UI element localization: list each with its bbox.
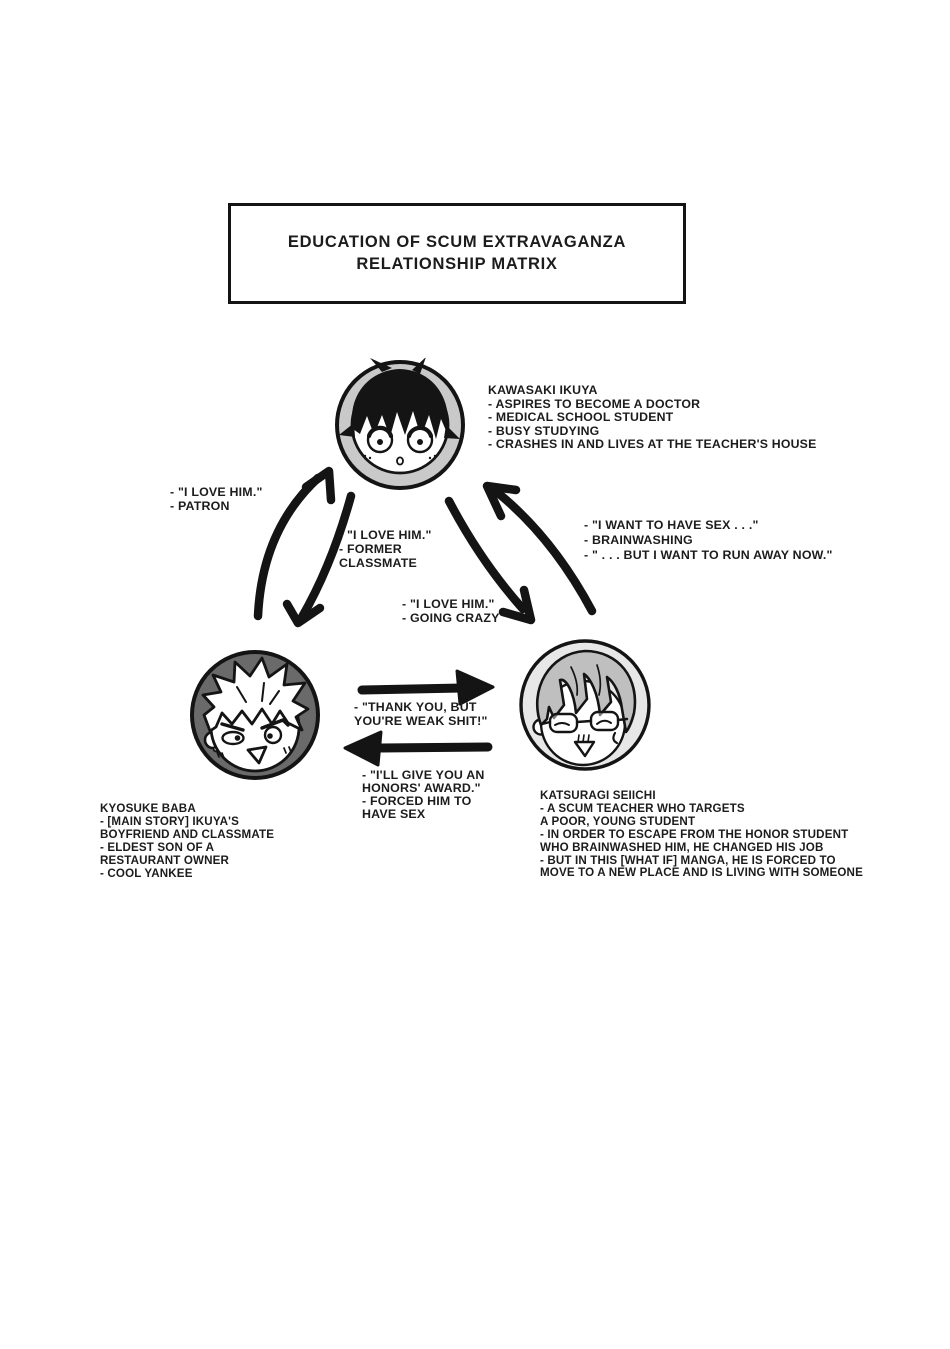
label-line: - BRAINWASHING bbox=[584, 533, 693, 547]
baba-description bbox=[100, 803, 274, 880]
trait-line: - IN ORDER TO ESCAPE FROM THE HONOR STUDENT bbox=[540, 827, 849, 841]
character-name: KYOSUKE BABA bbox=[100, 802, 196, 815]
trait-line: - MEDICAL SCHOOL STUDENT bbox=[488, 410, 674, 425]
label-ikuya-to-katsuragi bbox=[402, 598, 500, 626]
label-line: HAVE SEX bbox=[362, 807, 426, 822]
katsuragi-avatar-icon bbox=[517, 637, 653, 773]
trait-line: - COOL YANKEE bbox=[100, 866, 193, 880]
label-line: - "THANK YOU, BUT bbox=[354, 700, 477, 714]
label-line: - FORMER bbox=[339, 541, 402, 556]
arrow-katsuragi-to-ikuya bbox=[487, 486, 592, 611]
character-name: KATSURAGI SEIICHI bbox=[540, 789, 656, 802]
page-title-line-2: RELATIONSHIP MATRIX bbox=[356, 255, 558, 273]
label-line: - GOING CRAZY bbox=[402, 610, 500, 625]
label-line: - FORCED HIM TO bbox=[362, 794, 472, 809]
baba-avatar-icon bbox=[188, 648, 322, 782]
ikuya-avatar-icon bbox=[333, 358, 467, 492]
label-line: CLASSMATE bbox=[339, 555, 417, 570]
trait-line: WHO BRAINWASHED HIM, HE CHANGED HIS JOB bbox=[540, 840, 824, 854]
katsuragi-description bbox=[540, 790, 863, 880]
trait-line: - BUT IN THIS [WHAT IF] MANGA, HE IS FORCED TO bbox=[540, 853, 836, 867]
trait-line: - [MAIN STORY] IKUYA'S bbox=[100, 814, 239, 828]
page-title-line-1: EDUCATION OF SCUM EXTRAVAGANZA bbox=[287, 233, 627, 251]
label-line: - " . . . BUT I WANT TO RUN AWAY NOW." bbox=[584, 548, 833, 562]
label-line: HONORS' AWARD." bbox=[362, 781, 481, 796]
trait-line: BOYFRIEND AND CLASSMATE bbox=[100, 827, 275, 841]
trait-line: - A SCUM TEACHER WHO TARGETS bbox=[540, 801, 745, 815]
label-line: - "I LOVE HIM." bbox=[170, 485, 263, 499]
trait-line: A POOR, YOUNG STUDENT bbox=[540, 814, 696, 828]
ikuya-description bbox=[488, 384, 816, 452]
label-katsuragi-to-ikuya bbox=[584, 518, 833, 563]
trait-line: - CRASHES IN AND LIVES AT THE TEACHER'S HOUSE bbox=[488, 437, 817, 452]
trait-line: - ELDEST SON OF A bbox=[100, 840, 215, 854]
label-line: - "I LOVE HIM." bbox=[402, 597, 495, 611]
label-line: - PATRON bbox=[170, 498, 230, 513]
label-baba-to-ikuya bbox=[170, 486, 263, 514]
title-box bbox=[228, 203, 686, 304]
trait-line: - BUSY STUDYING bbox=[488, 423, 600, 438]
label-baba-to-katsuragi bbox=[354, 701, 488, 729]
trait-line: RESTAURANT OWNER bbox=[100, 853, 230, 867]
label-line: YOU'RE WEAK SHIT!" bbox=[354, 713, 488, 728]
label-line: - "I'LL GIVE YOU AN bbox=[362, 768, 485, 782]
label-line: - "I LOVE HIM." bbox=[339, 528, 432, 542]
trait-line: - ASPIRES TO BECOME A DOCTOR bbox=[488, 396, 701, 411]
trait-line: MOVE TO A NEW PLACE AND IS LIVING WITH SOMEONE bbox=[540, 866, 863, 880]
arrow-baba-to-ikuya bbox=[258, 471, 331, 616]
label-ikuya-to-baba bbox=[339, 529, 432, 570]
arrow-katsuragi-to-baba bbox=[345, 732, 488, 765]
label-line: - "I WANT TO HAVE SEX . . ." bbox=[584, 518, 759, 532]
label-katsuragi-to-baba bbox=[362, 769, 485, 821]
character-name: KAWASAKI IKUYA bbox=[488, 383, 598, 397]
